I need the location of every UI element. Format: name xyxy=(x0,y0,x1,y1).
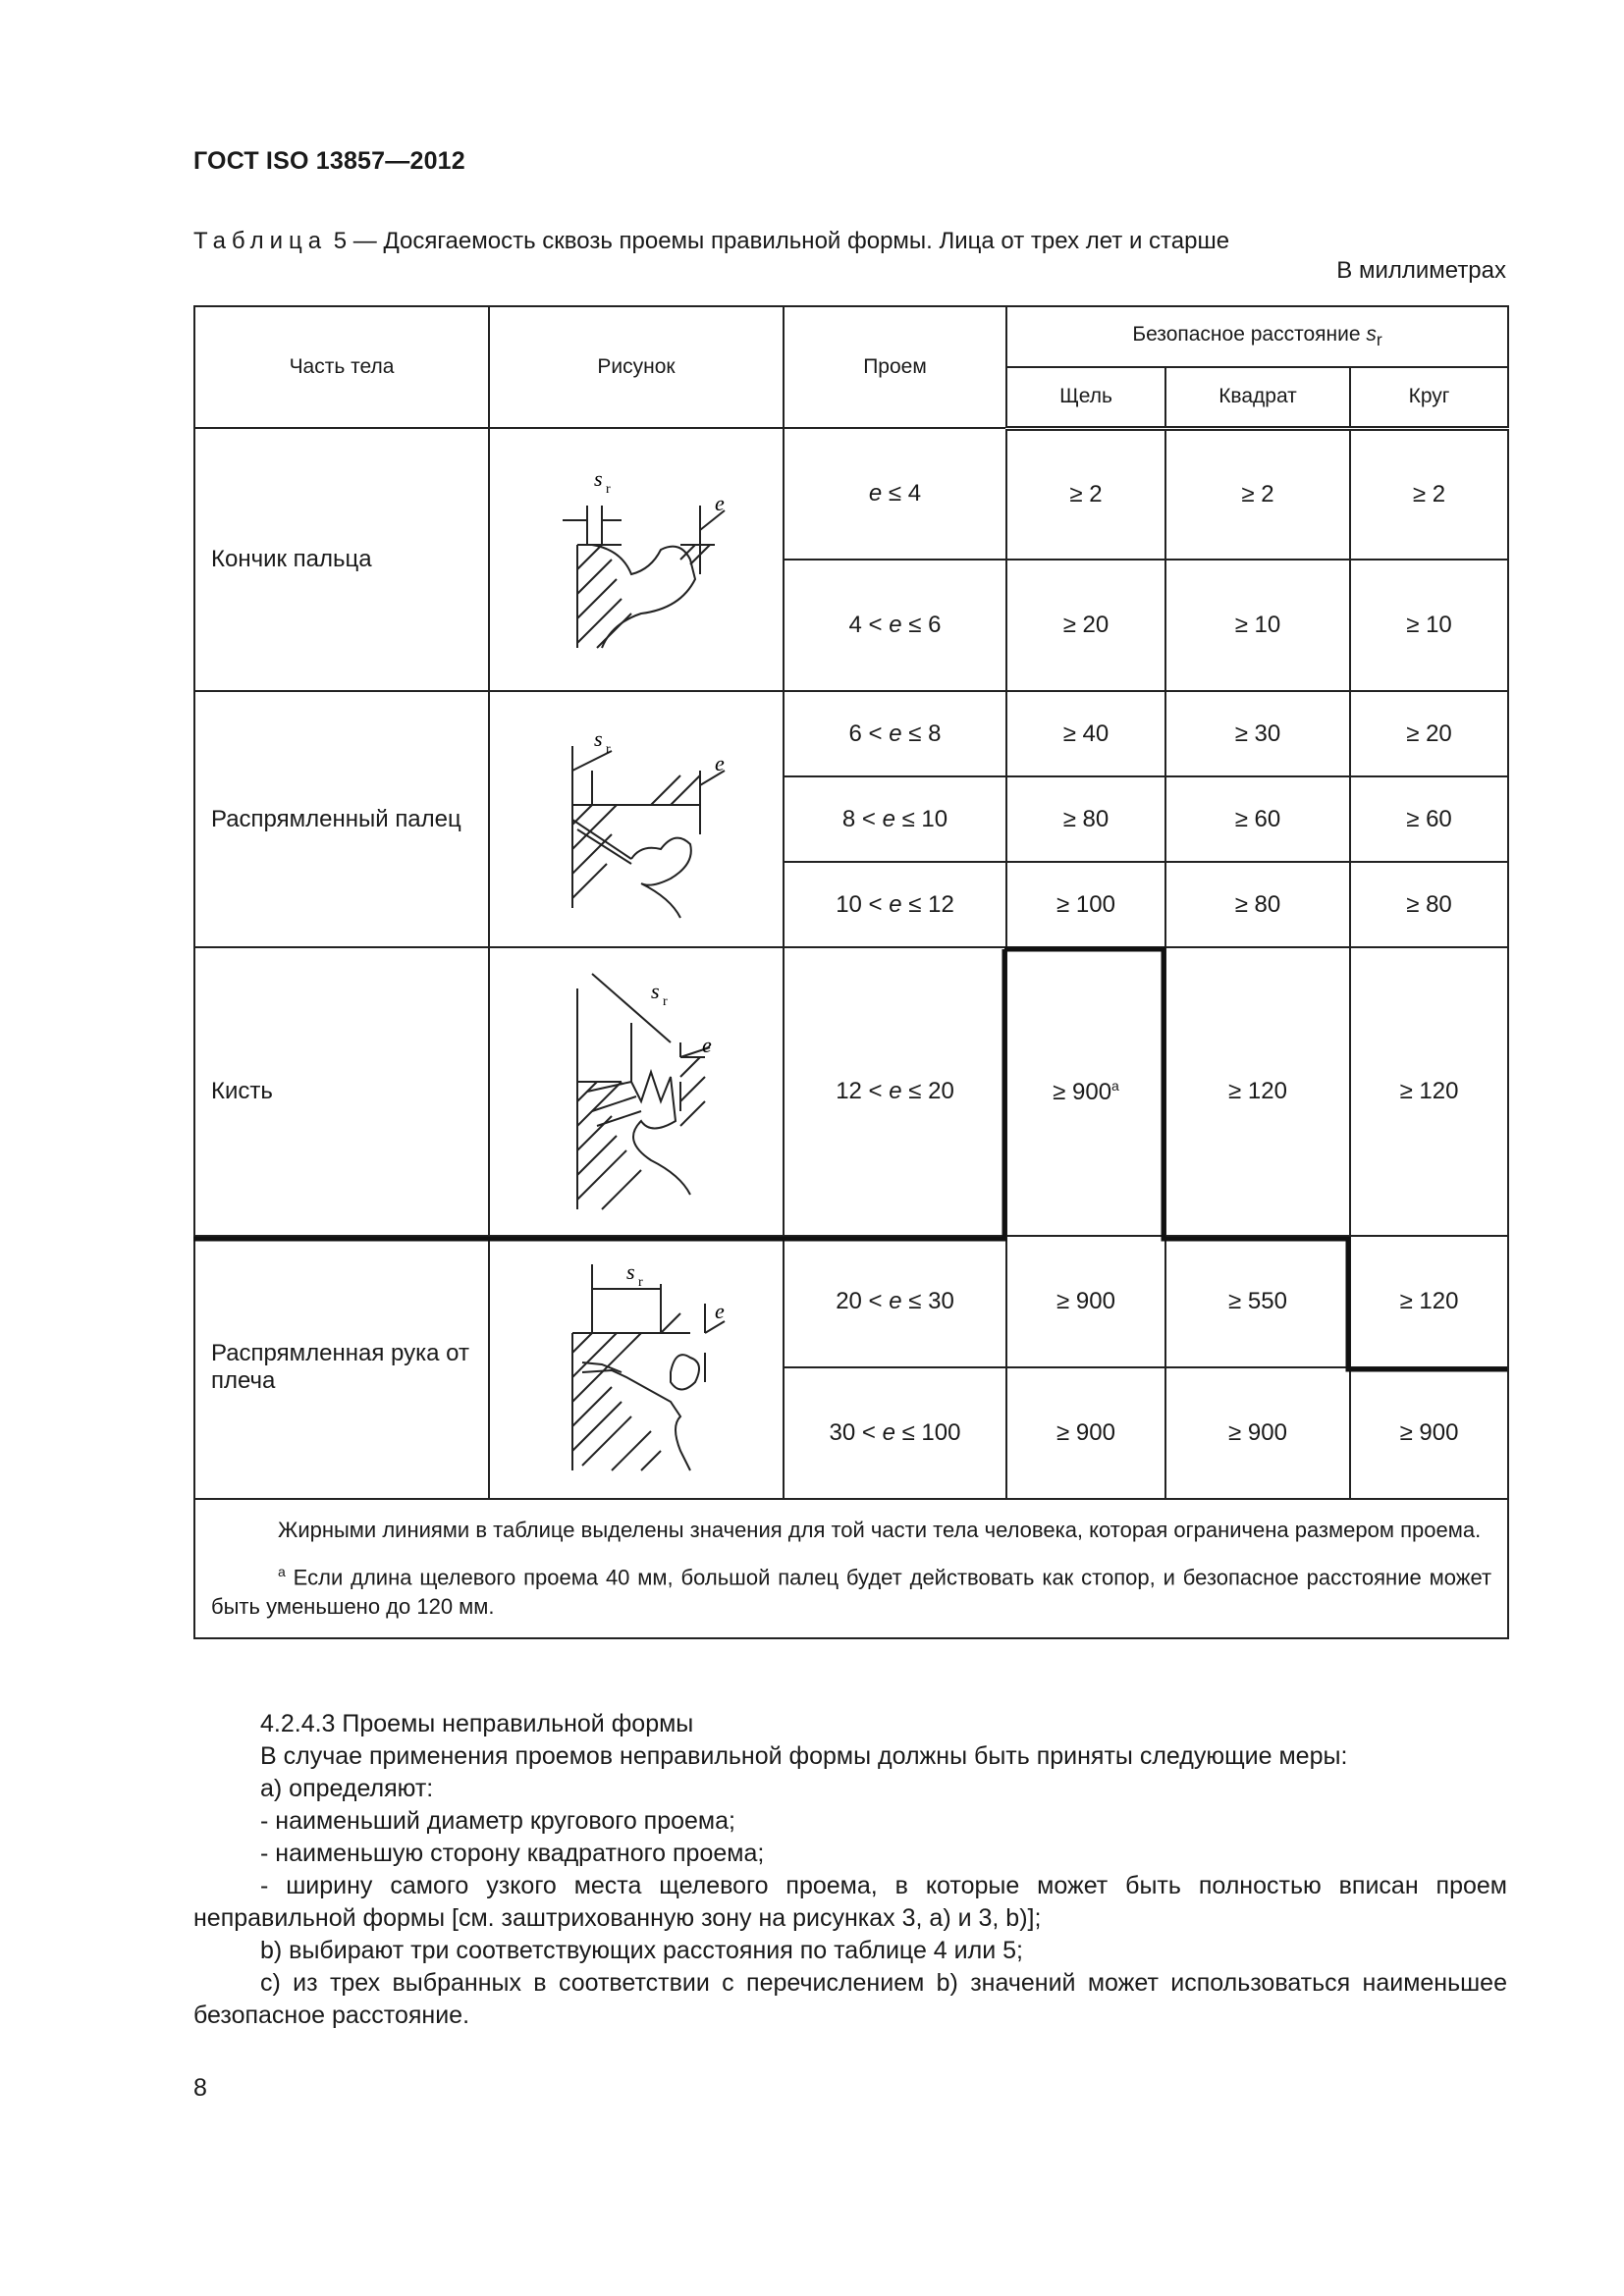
r-label: r xyxy=(638,1275,643,1290)
square-cell: ≥ 900 xyxy=(1165,1367,1350,1499)
table-notes xyxy=(194,1499,1508,1638)
table-caption-prefix: Таблица xyxy=(193,228,328,254)
square-cell: ≥ 120 xyxy=(1165,947,1350,1236)
e-label: e xyxy=(715,491,725,515)
slot-value: ≥ 900 xyxy=(1053,1078,1112,1105)
figure-cell xyxy=(489,428,784,691)
list-item: - наименьший диаметр кругового проема; xyxy=(260,1807,735,1835)
opening-var: e xyxy=(882,805,895,832)
circle-cell: ≥ 2 xyxy=(1350,428,1508,560)
opening-cell xyxy=(784,691,1006,776)
col-header-opening: Проем xyxy=(784,306,1006,428)
slot-cell: ≥ 2 xyxy=(1006,428,1165,560)
section-heading: 4.2.4.3 Проемы неправильной формы xyxy=(260,1710,694,1737)
opening-post: ≤ 10 xyxy=(894,805,948,832)
opening-post: ≤ 8 xyxy=(901,720,942,747)
slot-cell xyxy=(1006,947,1165,1236)
square-cell: ≥ 60 xyxy=(1165,776,1350,862)
opening-post: ≤ 100 xyxy=(894,1419,961,1446)
table-caption-text: 5 — Досягаемость сквозь проемы правильной формы. Лица от трех лет и старше xyxy=(327,228,1230,254)
s-label: s xyxy=(594,466,603,491)
opening-post: ≤ 4 xyxy=(882,480,922,507)
square-cell: ≥ 80 xyxy=(1165,862,1350,947)
opening-var: e xyxy=(889,890,902,918)
footnote-ref: a xyxy=(1111,1077,1119,1094)
square-cell: ≥ 2 xyxy=(1165,428,1350,560)
footnote-mark: a xyxy=(278,1564,286,1579)
safety-subscript: r xyxy=(1376,330,1382,350)
e-label: e xyxy=(715,1299,725,1323)
list-item: b) выбирают три соответствующих расстояния по таблице 4 или 5; xyxy=(260,1937,1023,1964)
opening-var: e xyxy=(889,1078,902,1104)
opening-cell xyxy=(784,947,1006,1236)
circle-cell: ≥ 80 xyxy=(1350,862,1508,947)
circle-cell: ≥ 60 xyxy=(1350,776,1508,862)
circle-cell: ≥ 120 xyxy=(1350,1236,1508,1367)
s-label: s xyxy=(651,979,660,1003)
square-cell: ≥ 550 xyxy=(1165,1236,1350,1367)
arm-figure xyxy=(533,1255,739,1480)
list-item: с) из трех выбранных в соответствии с перечислением b) значений может использоваться наименьшее безопасное расстояние. xyxy=(193,1969,1507,2029)
opening-post: ≤ 12 xyxy=(901,890,954,918)
slot-cell: ≥ 20 xyxy=(1006,560,1165,691)
r-label: r xyxy=(663,994,668,1009)
table-units: В миллиметрах xyxy=(1336,257,1506,284)
s-label: s xyxy=(626,1259,635,1284)
opening-cell xyxy=(784,428,1006,560)
opening-pre: 6 < xyxy=(848,720,890,747)
body-part-cell: Распрямленный палец xyxy=(194,691,489,947)
opening-cell xyxy=(784,1367,1006,1499)
slot-cell: ≥ 900 xyxy=(1006,1367,1165,1499)
body-part-cell: Распрямленная рука от плеча xyxy=(194,1236,489,1499)
straight-finger-figure xyxy=(533,712,739,928)
opening-cell xyxy=(784,862,1006,947)
col-header-square: Квадрат xyxy=(1165,367,1350,428)
paragraph: В случае применения проемов неправильной формы должны быть приняты следующие меры: xyxy=(260,1742,1348,1770)
hand-figure xyxy=(533,964,739,1219)
opening-var: e xyxy=(889,720,902,747)
opening-var: e xyxy=(868,480,883,507)
col-header-body-part: Часть тела xyxy=(194,306,489,428)
col-header-figure: Рисунок xyxy=(489,306,784,428)
square-cell: ≥ 30 xyxy=(1165,691,1350,776)
body-part-cell: Кисть xyxy=(194,947,489,1236)
opening-cell xyxy=(784,776,1006,862)
opening-post: ≤ 6 xyxy=(901,612,942,638)
table-row xyxy=(194,947,1508,1236)
opening-pre: 4 < xyxy=(848,612,890,638)
slot-cell: ≥ 100 xyxy=(1006,862,1165,947)
circle-cell: ≥ 10 xyxy=(1350,560,1508,691)
list-item: - ширину самого узкого места щелевого проема, в которые может быть полностью вписан проем неправильной формы [см. заштрихованную зону на рисунках 3, а) и 3, b)]; xyxy=(193,1872,1507,1932)
footnote-text: Если длина щелевого проема 40 мм, большой палец будет действовать как стопор, и безопасное расстояние может быть уменьшено до 120 мм. xyxy=(211,1565,1492,1620)
opening-post: ≤ 20 xyxy=(901,1078,954,1104)
s-label: s xyxy=(594,725,603,751)
circle-cell: ≥ 120 xyxy=(1350,947,1508,1236)
document-header: ГОСТ ISO 13857—2012 xyxy=(193,147,465,175)
table-row xyxy=(194,1236,1508,1367)
table-row xyxy=(194,691,1508,776)
slot-cell: ≥ 80 xyxy=(1006,776,1165,862)
table-notes-row xyxy=(194,1499,1508,1638)
e-label: e xyxy=(702,1033,712,1057)
opening-pre: 30 < xyxy=(829,1419,883,1446)
col-header-slot: Щель xyxy=(1006,367,1165,428)
figure-cell xyxy=(489,1236,784,1499)
table-caption xyxy=(193,228,1229,255)
opening-cell xyxy=(784,560,1006,691)
table-footnote xyxy=(211,1557,1491,1622)
section-body xyxy=(193,1708,1507,2032)
body-part-cell: Кончик пальца xyxy=(194,428,489,691)
opening-pre: 20 < xyxy=(836,1288,890,1314)
r-label: r xyxy=(606,482,611,497)
opening-pre: 8 < xyxy=(841,805,883,832)
opening-var: e xyxy=(889,612,902,638)
list-item: - наименьшую сторону квадратного проема; xyxy=(260,1840,765,1867)
page-number: 8 xyxy=(193,2074,207,2102)
opening-var: e xyxy=(889,1288,902,1314)
figure-cell xyxy=(489,691,784,947)
slot-cell: ≥ 900 xyxy=(1006,1236,1165,1367)
circle-cell: ≥ 900 xyxy=(1350,1367,1508,1499)
figure-cell xyxy=(489,947,784,1236)
e-label: e xyxy=(715,750,725,775)
table-row xyxy=(194,428,1508,560)
list-item: а) определяют: xyxy=(260,1775,434,1802)
safety-distance-label: Безопасное расстояние xyxy=(1132,322,1361,346)
square-cell: ≥ 10 xyxy=(1165,560,1350,691)
safety-symbol: s xyxy=(1366,322,1377,346)
opening-pre: 10 < xyxy=(836,890,890,918)
col-header-circle: Круг xyxy=(1350,367,1508,428)
opening-pre: 12 < xyxy=(836,1078,890,1104)
opening-var: e xyxy=(882,1419,895,1446)
circle-cell: ≥ 20 xyxy=(1350,691,1508,776)
opening-post: ≤ 30 xyxy=(901,1288,954,1314)
opening-cell xyxy=(784,1236,1006,1367)
col-header-safety-distance xyxy=(1006,306,1508,367)
r-label: r xyxy=(606,741,611,757)
reach-table xyxy=(193,305,1509,1639)
table-note: Жирными линиями в таблице выделены значения для той части тела человека, которая ограничена размером проема. xyxy=(278,1518,1482,1542)
slot-cell: ≥ 40 xyxy=(1006,691,1165,776)
fingertip-figure xyxy=(533,452,739,667)
